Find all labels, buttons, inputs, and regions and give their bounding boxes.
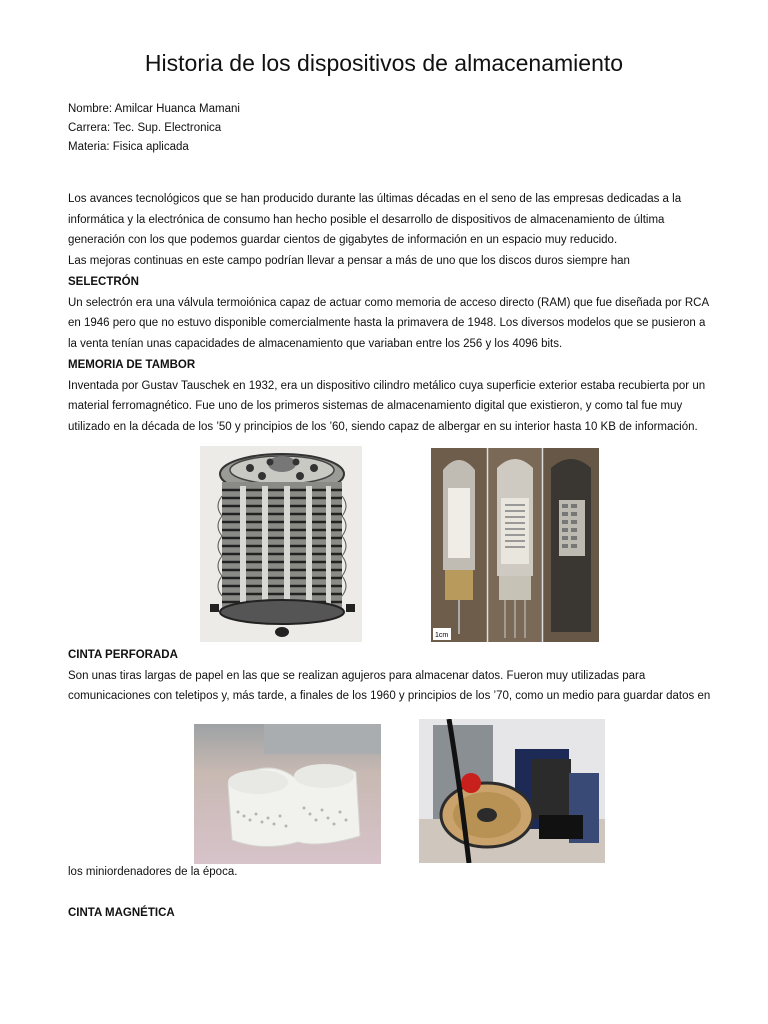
- text-line: informática y la electrónica de consumo han hecho posible el desarrollo de dispositivos de almacenamiento de última: [68, 213, 665, 226]
- punched-tape-continuation: [68, 862, 708, 883]
- drum-memory-photo: [200, 446, 362, 642]
- text-line: los miniordenadores de la época.: [68, 866, 238, 878]
- text-line: en 1946 pero que no estuvo disponible comercialmente hasta la primavera de 1948. Los diversos modelos que se pusieron a: [68, 317, 706, 330]
- text-line: Inventada por Gustav Tauschek en 1932, era un dispositivo cilindro metálico cuya superficie exterior estaba recubierta por un: [68, 379, 706, 392]
- section-punched-tape: [68, 645, 711, 707]
- scale-label: 1cm: [435, 632, 449, 639]
- text-line: utilizado en la década de los ’50 y principios de los ’60, siendo capaz de albergar en su interior hasta 10 KB de información.: [68, 421, 698, 434]
- text-line: la venta tenían unas capacidades de almacenamiento que variaban entre los 256 y los 4096 bits.: [68, 338, 563, 351]
- text-line: Las mejoras continuas en este campo podrían llevar a pensar a más de uno que los discos duros siempre han: [68, 255, 630, 268]
- magnetic-tape-photo: [419, 719, 605, 863]
- text-line: Los avances tecnológicos que se han producido durante las últimas décadas en el seno de las empresas dedicadas a la: [68, 193, 682, 205]
- section-drum-memory: [68, 355, 708, 438]
- text-line: Son unas tiras largas de papel en las que se realizan agujeros para almacenar datos. Fueron muy utilizadas para: [68, 669, 646, 682]
- section-heading: CINTA PERFORADA: [68, 649, 178, 661]
- punched-tape-photo: [194, 724, 381, 864]
- text-line: generación con los que podemos guardar cientos de gigabytes de información en un espacio muy reducido.: [68, 234, 618, 247]
- text-line: Un selectrón era una válvula termoiónica capaz de actuar como memoria de acceso directo (RAM) que fue diseñada por RCA: [68, 296, 710, 309]
- section-magnetic-tape: [68, 903, 708, 924]
- author-career: Carrera: Tec. Sup. Electronica: [68, 122, 222, 134]
- page-title: Historia de los dispositivos de almacenamiento: [144, 50, 624, 76]
- selectron-tubes-photo: [431, 448, 599, 642]
- section-heading: SELECTRÓN: [68, 276, 139, 288]
- author-info: [68, 100, 240, 157]
- section-selectron: [68, 272, 708, 355]
- section-heading: CINTA MAGNÉTICA: [68, 907, 175, 919]
- author-subject: Materia: Fisica aplicada: [68, 141, 189, 153]
- intro-paragraph: [68, 189, 708, 272]
- text-line: material ferromagnético. Fue uno de los primeros sistemas de almacenamiento digital que existieron, y como tal fue muy: [68, 400, 683, 413]
- text-line: comunicaciones con teletipos y, más tarde, a finales de los 1960 y principios de los ’70, como un medio para guardar datos en: [68, 690, 711, 703]
- author-name: Nombre: Amilcar Huanca Mamani: [68, 103, 240, 115]
- section-heading: MEMORIA DE TAMBOR: [68, 359, 196, 371]
